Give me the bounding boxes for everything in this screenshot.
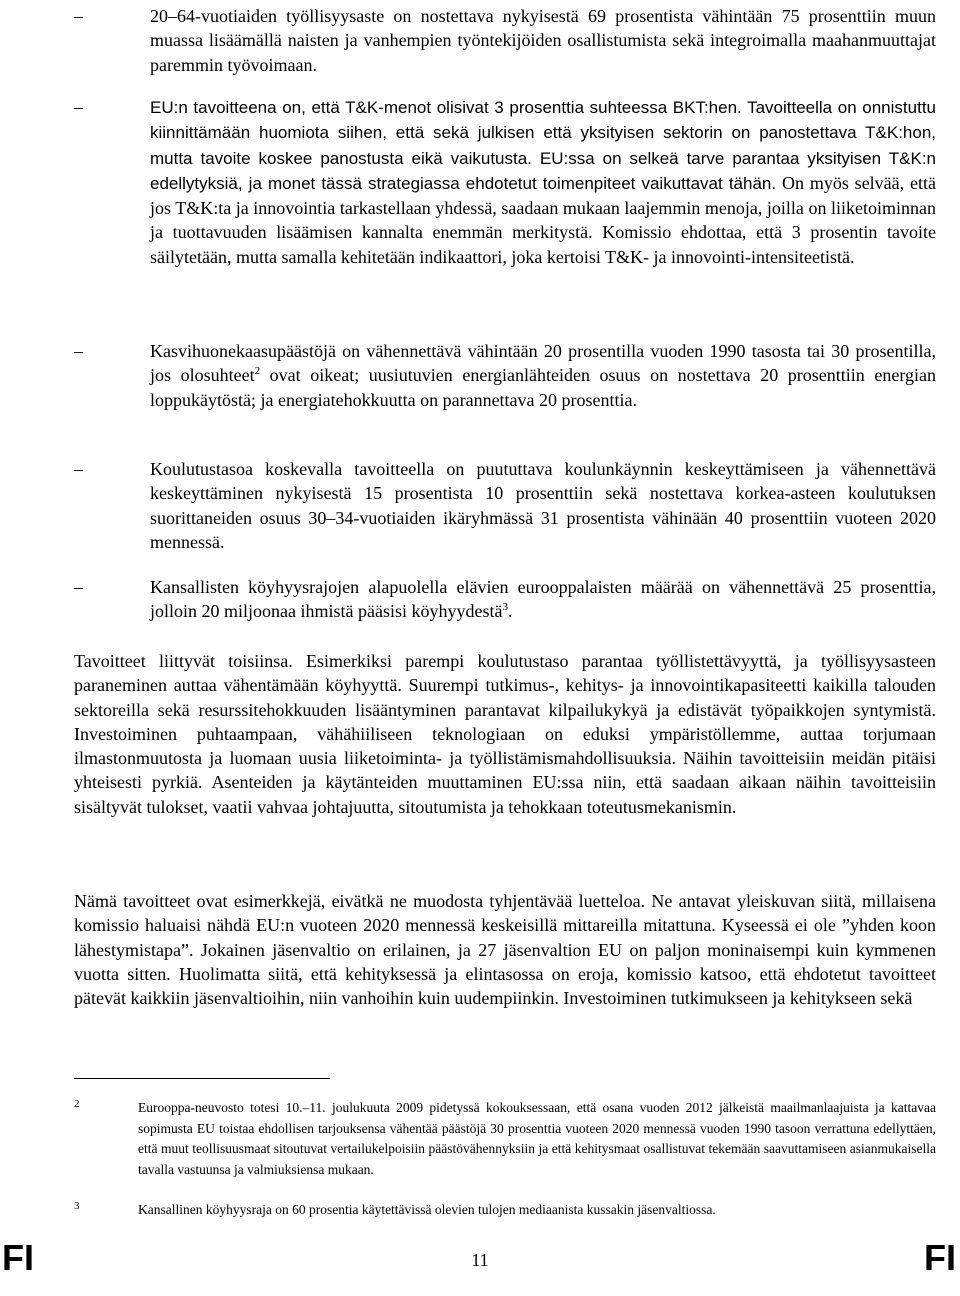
list-item <box>74 575 936 624</box>
dash-marker: – <box>74 459 83 479</box>
list-item-text-before: Kansallisten köyhyysrajojen alapuolella elävien eurooppalaisten määrää on vähennettävä 25 prosenttia, jolloin 20 miljoonaa ihmistä pääsisi köyhyydestä <box>150 577 936 622</box>
dash-marker: – <box>74 6 83 26</box>
footnote-ref[interactable]: 2 <box>254 365 261 378</box>
list-item-text <box>150 575 936 624</box>
list-item-text-sans: EU:n tavoitteena on, että T&K-menot olisivat 3 prosenttia suhteessa BKT:hen. Tavoitteella on onnistuttu kiinnittämään huomiota siihen, että sekä julkisen että yksityisen sektorin on panostettava T&K:hon, mutta tavoite koskee panostusta eikä vaikutusta. EU:ssa on selkeä tarve parantaa yksityisen T&K:n edellytyksiä, ja monet tässä strategiassa ehdotetut toimenpiteet vaikuttavat tähän. <box>150 98 936 193</box>
list-item <box>74 457 936 554</box>
footnote <box>74 1098 936 1180</box>
language-code-left: FI <box>2 1237 34 1278</box>
list-item-text: Koulutustasoa koskevalla tavoitteella on puututtava koulunkäynnin keskeyttämiseen ja vähennettävä keskeyttäminen nykyisestä 15 prosentista 10 prosenttiin sekä nostettava korkea-asteen koulutuksen suorittaneiden osuus 30–34-vuotiaiden ikäryhmässä 31 prosentista vähinään 40 prosenttiin vuoteen 2020 mennessä. <box>150 459 936 552</box>
dash-marker: – <box>74 341 83 361</box>
list-item-text-serif: On myös selvää, että jos T&K:ta ja innovointia tarkastellaan yhdessä, saadaan mukaan laajemmin menoja, joilla on liiketoiminnan ja tuottavuuden lisäämisen kannalta enemmän merkitystä. Komissio ehdottaa, että 3 prosentin tavoite säilytetään, mutta samalla kehitetään indikaattori, joka kertoisi T&K- ja innovointi-intensiteetistä. <box>150 172 937 267</box>
language-code-right: FI <box>924 1237 956 1278</box>
list-item <box>74 4 936 77</box>
body-paragraph: Tavoitteet liittyvät toisiinsa. Esimerkiksi parempi koulutustaso parantaa työllistettävyyttä, ja työllisyysasteen paraneminen auttaa vähentämään köyhyyttä. Suurempi tutkimus-, kehitys- ja innovointikapasiteetti kaikilla talouden sektoreilla sekä resurssitehokkuuden lisääntyminen parantavat kilpailukykyä ja edistävät työpaikkojen syntymistä. Investoiminen puhtaampaan, vähähiiliseen teknologiaan on eduksi ympäristöllemme, auttaa torjumaan ilmastonmuutosta ja luomaan uusia liiketoiminta- ja työllistämismahdollisuuksia. Näihin tavoitteisiin meidän pitäisi yhteisesti pyrkiä. Asenteiden ja käytänteiden muuttaminen EU:ssa niin, että saadaan aikaan näihin tavoitteisiin sisältyvät tulokset, vaatii vahvaa johtajuutta, sitoutumista ja tehokkaan toteutusmekanismin. <box>74 651 936 817</box>
body-paragraph: Nämä tavoitteet ovat esimerkkejä, eivätkä ne muodosta tyhjentävää luetteloa. Ne antavat yleiskuvan siitä, millaisena komissio haluaisi nähdä EU:n vuoteen 2020 mennessä keskeisillä mittareilla mitattuna. Kyseessä ei ole ”yhden koon lähestymistapa”. Jokainen jäsenvaltio on erilainen, ja 27 jäsenvaltion EU on paljon moninaisempi kuin kymmenen vuotta sitten. Huolimatta siitä, että kehityksessä ja elintasossa on eroja, komissio katsoo, että ehdotetut tavoitteet pätevät kaikkiin jäsenvaltioihin, niin vanhoihin kuin uudempiinkin. Investoiminen tutkimukseen ja kehitykseen sekä <box>74 891 936 1009</box>
footnote-separator <box>74 1078 330 1079</box>
list-item-text <box>150 339 936 412</box>
list-item-text <box>150 95 936 269</box>
page-number: 11 <box>471 1250 489 1270</box>
footnote-text: Kansallinen köyhyysraja on 60 prosentia käytettävissä olevien tulojen mediaanista kussakin jäsenvaltiossa. <box>138 1202 716 1217</box>
footnote-number: 3 <box>74 1200 80 1212</box>
list-item <box>74 95 936 269</box>
footnote <box>74 1200 936 1221</box>
list-item-text-after: ovat oikeat; uusiutuvien energianlähteiden osuus on nostettava 20 prosenttiin energian loppukäytöstä; ja energiatehokkuutta on parannettava 20 prosenttia. <box>150 365 936 410</box>
dash-marker: – <box>74 97 83 117</box>
list-item-text-before: Kasvihuonekaasupäästöjä on vähennettävä vähintään 20 prosentilla vuoden 1990 tasosta tai 30 prosentilla, jos olosuhteet <box>150 341 936 386</box>
footnote-number: 2 <box>74 1098 80 1110</box>
list-item-text: 20–64-vuotiaiden työllisyysaste on nostettava nykyisestä 69 prosentista vähintään 75 prosenttiin muun muassa lisäämällä naisten ja vanhempien työntekijöiden osallistumista sekä integroimalla maahanmuuttajat paremmin työvoimaan. <box>150 6 936 75</box>
list-item <box>74 339 936 412</box>
footnote-text: Eurooppa-neuvosto totesi 10.–11. joulukuuta 2009 pidetyssä kokouksessaan, että osana vuoden 2012 jälkeistä maailmanlaajuista ja kattavaa sopimusta EU toistaa ehdollisen tarjouksensa vähentää päästöjä 30 prosenttia vuoteen 2020 mennessä vuoden 1990 tasoon verrattuna edellyttäen, että muut teollisuusmaat sitoutuvat vertailukelpoisiin päästövähennyksiin ja että kehitysmaat osallistuvat tekemään saavuttamiseen asianmukaisella tavalla vastuunsa ja valmiuksiensa mukaan. <box>138 1100 936 1177</box>
dash-marker: – <box>74 577 83 597</box>
footnote-ref[interactable]: 3 <box>502 601 508 614</box>
list-item-text-after: . <box>507 601 513 622</box>
